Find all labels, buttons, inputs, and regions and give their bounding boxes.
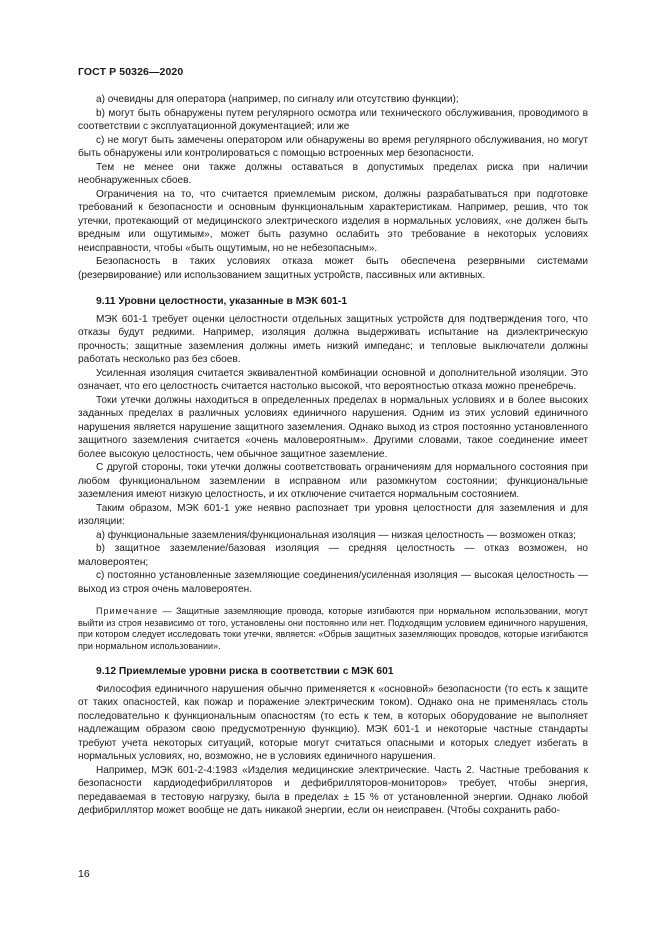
paragraph: Таким образом, МЭК 601-1 уже неявно распознает три уровня целостности для заземления и для изоляции: xyxy=(78,502,588,527)
list-item-b: b) защитное заземление/базовая изоляция — средняя целостность — отказ возможен, но маловероятен; xyxy=(78,543,588,568)
paragraph: Философия единичного нарушения обычно применяется к «основной» безопасности (то есть к защите от таких опасностей, как пожар и поражение электрическим током). Однако она не применялась столь последовательно к функциональным опасностям (то есть к тем, в которых оборудование не выполняет надлежащим образом свою предусмотренную функцию). МЭК 601-1 и некоторые частные стандарты требуют учета некоторых ситуаций, которые могут считаться опасными и которых следует избегать в нормальных условиях, но, возможно, не в условиях единичного нарушения. xyxy=(78,683,588,762)
list-item-a: а) функциональные заземления/функциональная изоляция — низкая целостность — возможен отказ; xyxy=(96,529,576,541)
paragraph: Ограничения на то, что считается приемлемым риском, должны разрабатываться при подготовке требований к безопасности и основным функциональным характеристикам. Например, решив, что ток утечки, протекающий от медицинского электрического изделия в нормальных условиях, «не должен быть вредным или ощутимым», может быть разумно ослабить это требование в некоторых условиях неисправности, чтобы «быть ощутимым, но не небезопасным». xyxy=(78,188,588,254)
list-item-a: а) очевидны для оператора (например, по сигналу или отсутствию функции); xyxy=(96,94,459,105)
list-item-c: с) постоянно установленные заземляющие соединения/усиленная изоляция — высокая целостность — выход из строя очень маловероятен. xyxy=(78,570,588,595)
paragraph: Безопасность в таких условиях отказа может быть обеспечена резервными системами (резервирование) или использованием защитных устройств, пассивных или активных. xyxy=(78,256,588,281)
section-heading-9-11: 9.11 Уровни целостности, указанные в МЭК 601-1 xyxy=(96,296,348,307)
paragraph: С другой стороны, токи утечки должны соответствовать ограничениям для нормального состояния при любом функциональном заземлении в исправном или разомкнутом состоянии; функциональные заземления имеют низкую целостность, и их отключение считается нормальным состоянием. xyxy=(78,462,588,500)
note-text: — Защитные заземляющие провода, которые изгибаются при нормальном использовании, могут выйти из строя независимо от того, установлены они постоянно или нет. Подходящим условием единичного нарушения, при котором следует исследовать токи утечки, является: «Обрыв защитных заземляющих проводов, которые изгибаются при нормальном использовании». xyxy=(78,606,588,651)
section-heading-9-12: 9.12 Приемлемые уровни риска в соответствии с МЭК 601 xyxy=(96,666,394,677)
list-item-c: с) не могут быть замечены оператором или обнаружены во время регулярного обслуживания, но могут быть обнаружены или контролироваться с помощью встроенных мер безопасности. xyxy=(78,134,588,159)
standard-header: ГОСТ Р 50326—2020 xyxy=(78,66,184,78)
paragraph: Усиленная изоляция считается эквивалентной комбинации основной и дополнительной изоляции. Это означает, что его целостность считается настолько высокой, что вероятностью отказа можно пренебречь. xyxy=(78,367,588,392)
paragraph: Например, МЭК 601-2-4:1983 «Изделия медицинские электрические. Часть 2. Частные требования к безопасности кардиодефибрилляторов и дефибрилляторов-мониторов» требует, чтобы энергия, передаваемая в тестовую нагрузку, была в пределах ± 15 % от установленной энергии. Однако любой дефибриллятор может вообще не дать никакой энергии, если он неисправен. (Чтобы сохранить рабо- xyxy=(78,764,588,816)
page-number: 16 xyxy=(78,868,90,880)
paragraph: Тем не менее они также должны оставаться в допустимых пределах риска при наличии необнаруженных сбоев. xyxy=(78,161,588,186)
paragraph: Токи утечки должны находиться в определенных пределах в нормальных условиях и в более высоких заданных пределах в различных условиях единичного нарушения. Одним из этих условий единичного нарушения является нарушение защитного заземления. Однако выход из строя постоянно установленного защитного заземления считается «очень маловероятным». Другими словами, такое соединение имеет более высокую целостность, чем обычное защитное заземление. xyxy=(78,394,588,460)
page-content xyxy=(78,93,588,818)
note-label: Примечание xyxy=(96,606,159,616)
paragraph: МЭК 601-1 требует оценки целостности отдельных защитных устройств для подтверждения того, что отказы будут редкими. Например, изоляция должна выдерживать испытание на диэлектрическую прочность; защитные заземления должны иметь низкий импеданс; и тепловые выключатели должны работать несколько раз без сбоев. xyxy=(78,313,588,365)
note xyxy=(78,606,588,652)
list-item-b: b) могут быть обнаружены путем регулярного осмотра или технического обслуживания, проводимого в соответствии с эксплуатационной документацией; или же xyxy=(78,107,588,132)
